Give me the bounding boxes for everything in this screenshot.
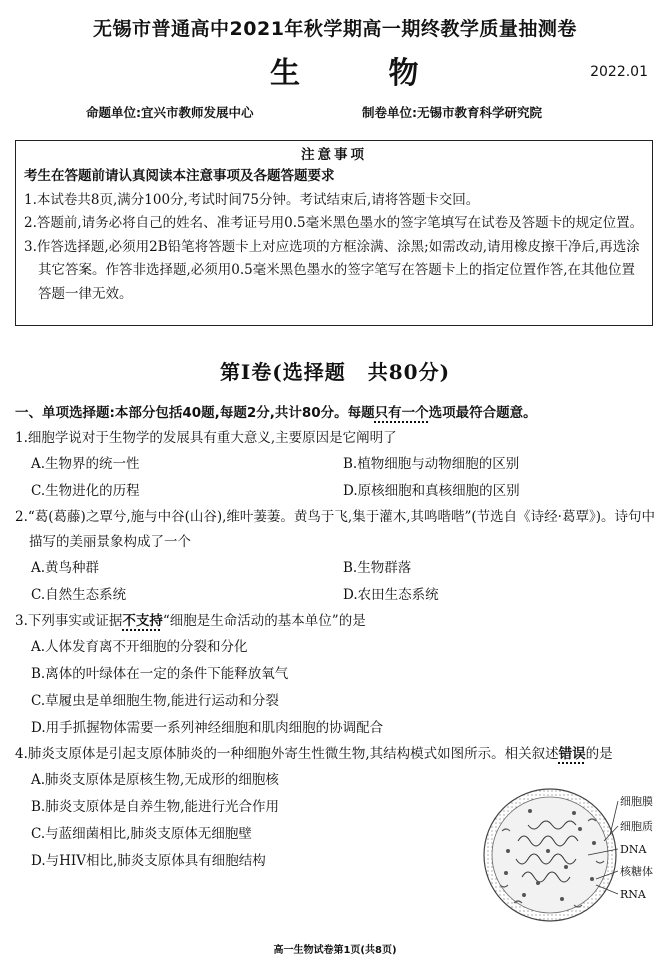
notice-item: 2.答题前,请务必将自己的姓名、准考证号用0.5毫米黑色墨水的签字笔填写在试卷及答题卡的规定位置。 (24, 215, 644, 231)
mycoplasma-diagram (478, 781, 658, 927)
stem-text: 3.下列事实或证据 (15, 613, 123, 629)
notice-item: 3.作答选择题,必须用2B铅笔将答题卡上对应选项的方框涂满、涂黑;如需改动,请用橡皮擦干净后,再选涂其它答案。作答非选择题,必须用0.5毫米黑色墨水的签字笔写在答题卡上的指定位置作答,在其他位置答题一律无效。 (24, 238, 640, 302)
option: D.原核细胞和真核细胞的区别 (343, 483, 520, 499)
question-stem (15, 742, 669, 767)
notice-box (15, 140, 653, 326)
instructions-text: 一、单项选择题:本部分包括40题,每题2分,共计80分。每题 (15, 405, 375, 421)
subject-title: 生 物 (270, 56, 421, 91)
label-rna: RNA (620, 888, 646, 901)
section-title-part: 共80分) (367, 360, 451, 384)
section-instructions (15, 400, 655, 426)
instructions-emphasis: 只有一个 (374, 405, 429, 421)
option: A.黄鸟种群 (31, 560, 100, 576)
label-cell-membrane: 细胞膜 (620, 795, 653, 808)
option: B.生物群落 (343, 560, 412, 576)
notice-item: 1.本试卷共8页,满分100分,考试时间75分钟。考试结束后,请将答题卡交回。 (24, 191, 480, 208)
label-dna: DNA (620, 843, 647, 856)
page-footer: 高一生物试卷第1页(共8页) (273, 945, 397, 956)
stem-emphasis: 错误 (558, 746, 586, 762)
option: C.草履虫是单细胞生物,能进行运动和分裂 (31, 693, 279, 709)
option: B.离体的叶绿体在一定的条件下能释放氧气 (31, 666, 289, 682)
section-title-part: 第Ⅰ卷(选择题 (219, 360, 346, 384)
exam-date: 2022.01 (590, 64, 648, 80)
stem-text: “细胞是生命活动的基本单位”的是 (162, 613, 366, 629)
question-stem: 2.“葛(葛藤)之覃兮,施与中谷(山谷),维叶萋萋。黄鸟于飞,集于灌木,其鸣喈喈”(节选自《诗经·葛覃》)。诗句中描写的美丽景象构成了一个 (15, 509, 655, 550)
option: A.生物界的统一性 (31, 456, 140, 472)
notice-title: 注意事项 (301, 147, 367, 163)
label-ribosome: 核糖体 (620, 865, 653, 878)
option: A.肺炎支原体是原核生物,无成形的细胞核 (31, 772, 279, 788)
author-unit: 命题单位:宜兴市教师发展中心 (86, 105, 254, 120)
option: D.与HIV相比,肺炎支原体具有细胞结构 (31, 853, 266, 869)
option: B.肺炎支原体是自养生物,能进行光合作用 (31, 799, 280, 815)
option: C.生物进化的历程 (31, 483, 140, 499)
exam-title: 无锡市普通高中2021年秋学期高一期终教学质量抽测卷 (93, 18, 577, 40)
option: B.植物细胞与动物细胞的区别 (343, 456, 520, 472)
notice-intro: 考生在答题前请认真阅读本注意事项及各题答题要求 (24, 168, 335, 184)
option: A.人体发育离不开细胞的分裂和分化 (31, 639, 248, 655)
publisher-unit: 制卷单位:无锡市教育科学研究院 (362, 105, 542, 120)
option: D.农田生态系统 (343, 587, 439, 603)
stem-text: 4.肺炎支原体是引起支原体肺炎的一种细胞外寄生性微生物,其结构模式如图所示。相关叙述 (15, 746, 559, 762)
stem-emphasis: 不支持 (122, 613, 163, 629)
option: D.用手抓握物体需要一系列神经细胞和肌肉细胞的协调配合 (31, 720, 384, 736)
label-cytoplasm: 细胞质 (620, 820, 653, 833)
question-stem: 1.细胞学说对于生物学的发展具有重大意义,主要原因是它阐明了 (15, 430, 397, 446)
option: C.自然生态系统 (31, 587, 127, 603)
stem-text: 的是 (585, 746, 613, 762)
instructions-text: 选项最符合题意。 (428, 405, 537, 421)
question-stem (15, 609, 655, 634)
section-title (0, 356, 670, 385)
option: C.与蓝细菌相比,肺炎支原体无细胞壁 (31, 826, 252, 842)
cell-cytoplasm (492, 797, 608, 913)
